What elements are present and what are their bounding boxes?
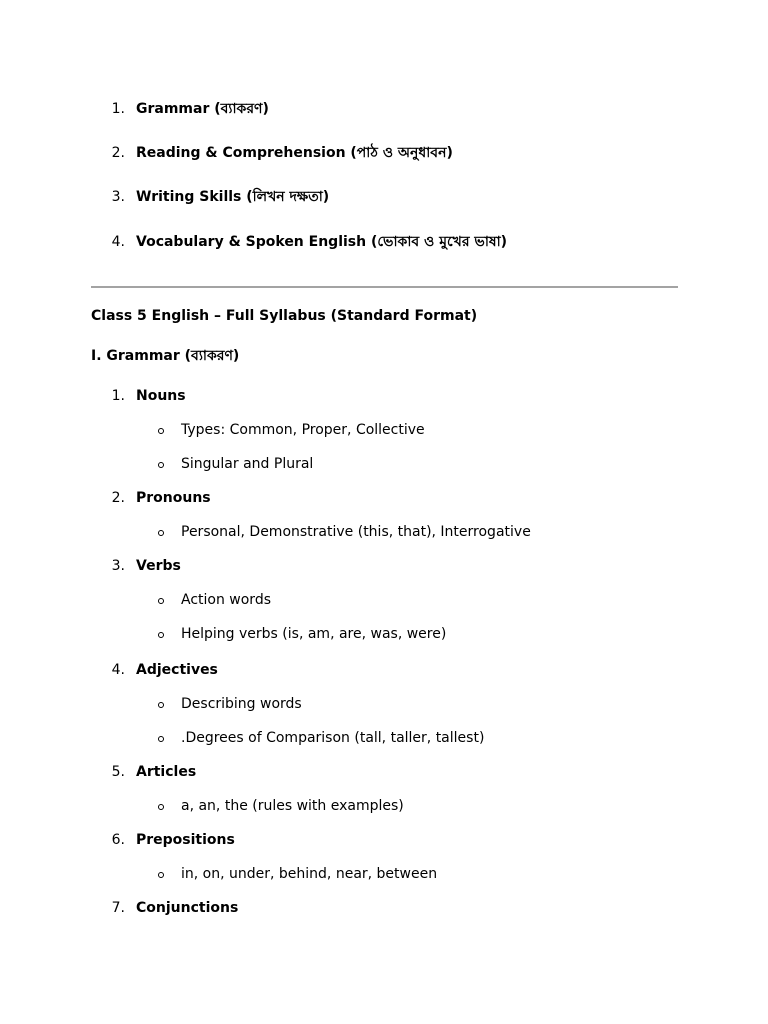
topic-point: Personal, Demonstrative (this, that), Interrogative xyxy=(181,524,531,540)
topic-point: Helping verbs (is, am, are, was, were) xyxy=(181,626,447,642)
circle-bullet-icon xyxy=(158,632,164,638)
topic-point: Describing words xyxy=(181,696,302,712)
circle-bullet-icon xyxy=(158,428,164,434)
overview-number: 1. xyxy=(111,101,125,117)
topic-adjectives: Adjectives xyxy=(136,662,218,678)
circle-bullet-icon xyxy=(158,462,164,468)
topic-number: 4. xyxy=(111,662,125,678)
topic-prepositions: Prepositions xyxy=(136,832,235,848)
topic-conjunctions: Conjunctions xyxy=(136,900,239,916)
topic-number: 3. xyxy=(111,558,125,574)
topic-articles: Articles xyxy=(136,764,197,780)
syllabus-title: Class 5 English – Full Syllabus (Standard Format) xyxy=(91,308,478,324)
topic-point: a, an, the (rules with examples) xyxy=(181,798,404,814)
circle-bullet-icon xyxy=(158,872,164,878)
horizontal-rule xyxy=(91,286,678,288)
topic-number: 6. xyxy=(111,832,125,848)
topic-pronouns: Pronouns xyxy=(136,490,211,506)
topic-number: 2. xyxy=(111,490,125,506)
circle-bullet-icon xyxy=(158,804,164,810)
topic-verbs: Verbs xyxy=(136,558,181,574)
circle-bullet-icon xyxy=(158,530,164,536)
circle-bullet-icon xyxy=(158,736,164,742)
overview-number: 2. xyxy=(111,145,125,161)
topic-point: Singular and Plural xyxy=(181,456,314,472)
topic-point: Action words xyxy=(181,592,272,608)
overview-item-vocabulary: Vocabulary & Spoken English (ভোকাব ও মুখের ভাষা) xyxy=(136,234,508,250)
topic-number: 5. xyxy=(111,764,125,780)
topic-number: 7. xyxy=(111,900,125,916)
topic-point: in, on, under, behind, near, between xyxy=(181,866,438,882)
topic-nouns: Nouns xyxy=(136,388,186,404)
topic-point: .Degrees of Comparison (tall, taller, tallest) xyxy=(181,730,485,746)
overview-item-grammar: Grammar (ব্যাকরণ) xyxy=(136,101,269,117)
topic-number: 1. xyxy=(111,388,125,404)
overview-item-reading: Reading & Comprehension (পাঠ ও অনুধাবন) xyxy=(136,145,453,161)
topic-point: Types: Common, Proper, Collective xyxy=(181,422,425,438)
circle-bullet-icon xyxy=(158,598,164,604)
overview-number: 4. xyxy=(111,234,125,250)
circle-bullet-icon xyxy=(158,702,164,708)
overview-number: 3. xyxy=(111,189,125,205)
section-title-grammar: I. Grammar (ব্যাকরণ) xyxy=(91,348,240,364)
overview-item-writing: Writing Skills (লিখন দক্ষতা) xyxy=(136,189,330,205)
